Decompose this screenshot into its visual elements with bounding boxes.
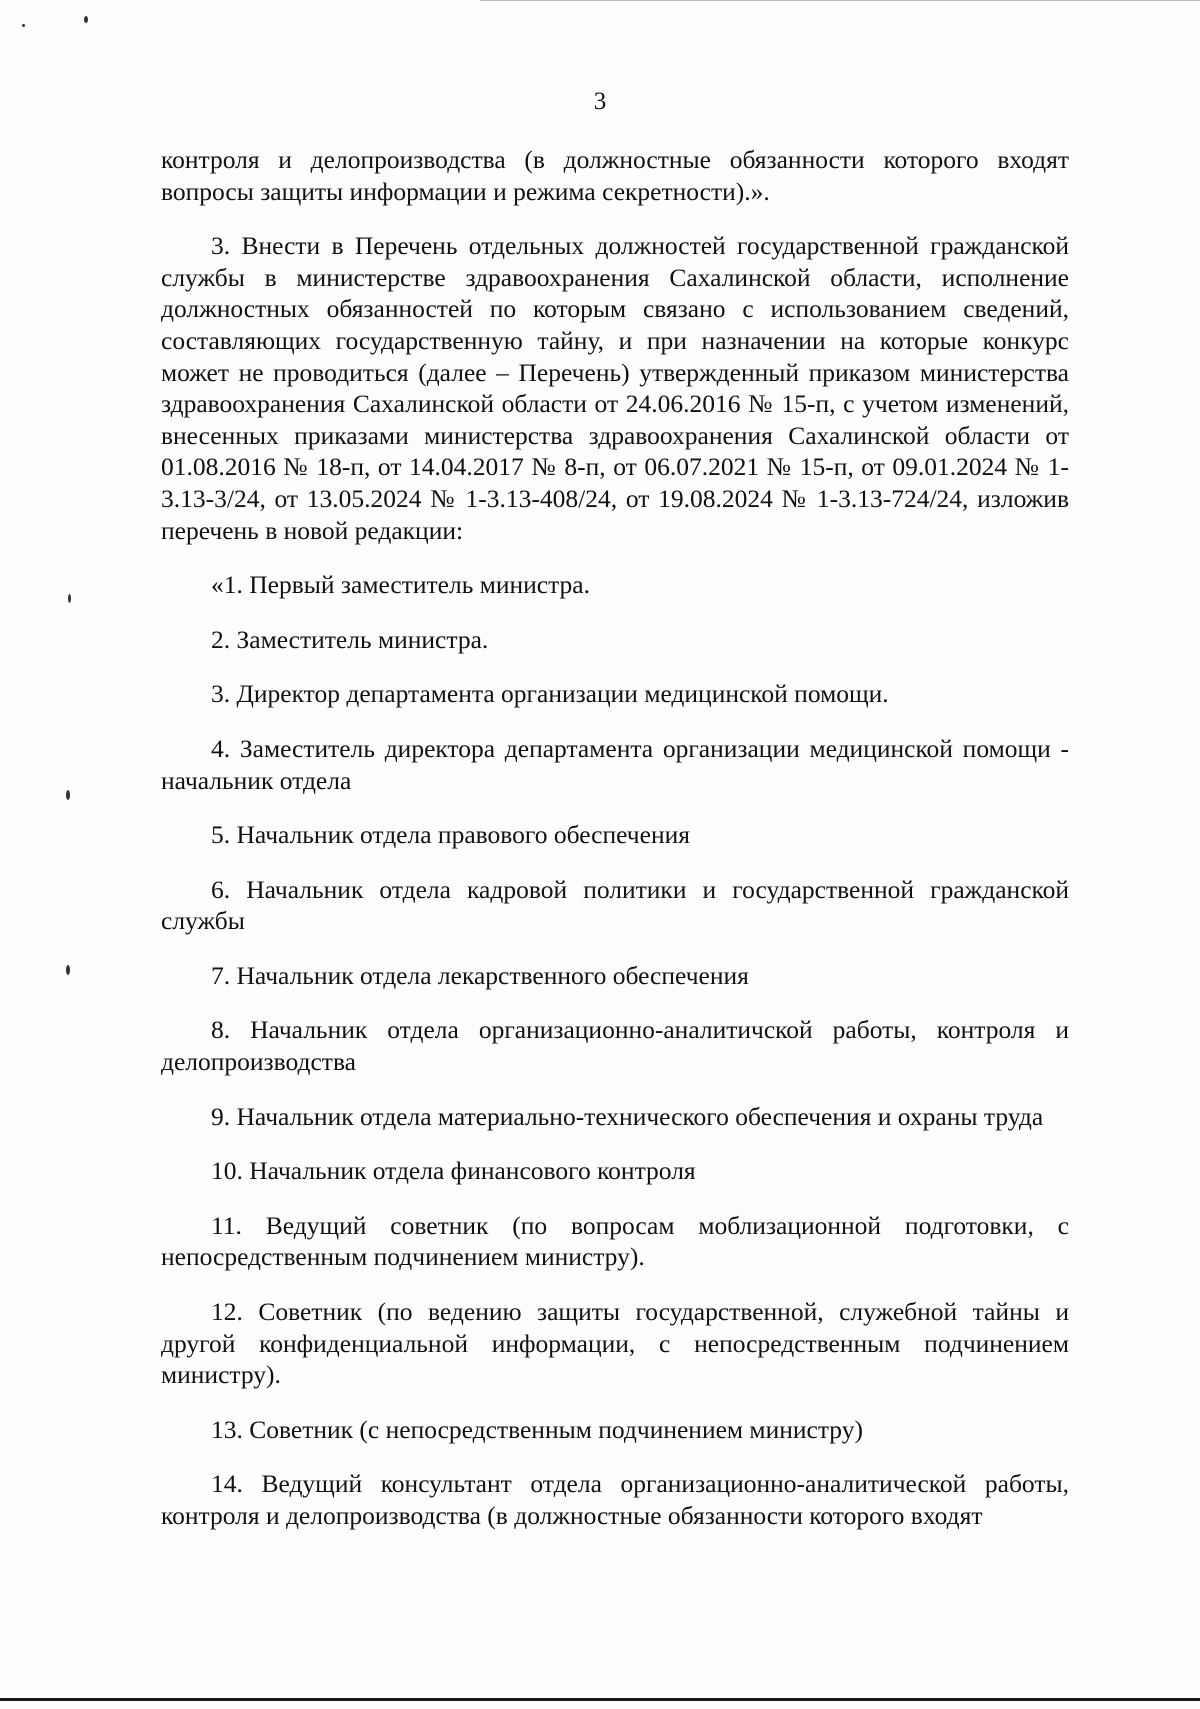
scan-speck [68,594,71,603]
list-item-2: 2. Заместитель министра. [211,624,489,654]
list-item-1: «1. Первый заместитель министра. [211,570,591,600]
paragraph-item-3: 3. Внести в Перечень отдельных должностей государственной гражданской службы в министерстве здравоохранения Сахалинской области, исполнение должностных обязанностей по которым связано с использованием сведений, составляющих государственную тайну, и при назначении на которые конкурс может не проводиться (далее – Перечень) утвержденный приказом министерства здравоохранения Сахалинской области от 24.06.2016 № 15-п, с учетом изменений, внесенных приказами министерства здравоохранения Сахалинской области от 01.08.2016 № 18-п, от 14.04.2017 № 8-п, от 06.07.2021 № 15-п, от 09.01.2024 № 1-3.13-3/24, от 13.05.2024 № 1-3.13-408/24, от 19.08.2024 № 1-3.13-724/24, изложив перечень в новой редакции: [161,231,1069,545]
scan-speck [22,24,25,27]
list-item-10: 10. Начальник отдела финансового контроля [211,1156,696,1186]
list-item-4: 4. Заместитель директора департамента организации медицинской помощи - начальник отдела [161,733,1069,795]
list-item-11: 11. Ведущий советник (по вопросам моблизационной подготовки, с непосредственным подчинением министру). [161,1210,1069,1272]
list-item-12: 12. Советник (по ведению защиты государственной, служебной тайны и другой конфиденциальной информации, с непосредственным подчинением министру). [161,1297,1069,1390]
list-item-5: 5. Начальник отдела правового обеспечения [211,820,690,850]
list-item-3: 3. Директор департамента организации медицинской помощи. [211,679,889,709]
scan-border-bottom [0,1698,1200,1701]
list-item-8: 8. Начальник отдела организационно-аналитичской работы, контроля и делопроизводства [161,1015,1069,1077]
scan-speck [84,16,88,23]
scan-speck [66,790,70,800]
document-body [161,144,1069,1532]
list-item-9: 9. Начальник отдела материально-технического обеспечения и охраны труда [211,1101,1044,1131]
paragraph-continuation: контроля и делопроизводства (в должностные обязанности которого входят вопросы защиты информации и режима секретности).». [161,145,1069,206]
list-item-13: 13. Советник (с непосредственным подчинением министру) [211,1414,863,1444]
list-item-7: 7. Начальник отдела лекарственного обеспечения [211,960,749,990]
list-item-6: 6. Начальник отдела кадровой политики и государственной гражданской службы [161,874,1069,936]
scan-border-top [480,0,1200,1]
list-item-14: 14. Ведущий консультант отдела организационно-аналитической работы, контроля и делопроизводства (в должностные обязанности которого входят [161,1469,1069,1530]
scan-speck [66,965,70,975]
page-number: 3 [593,88,607,115]
